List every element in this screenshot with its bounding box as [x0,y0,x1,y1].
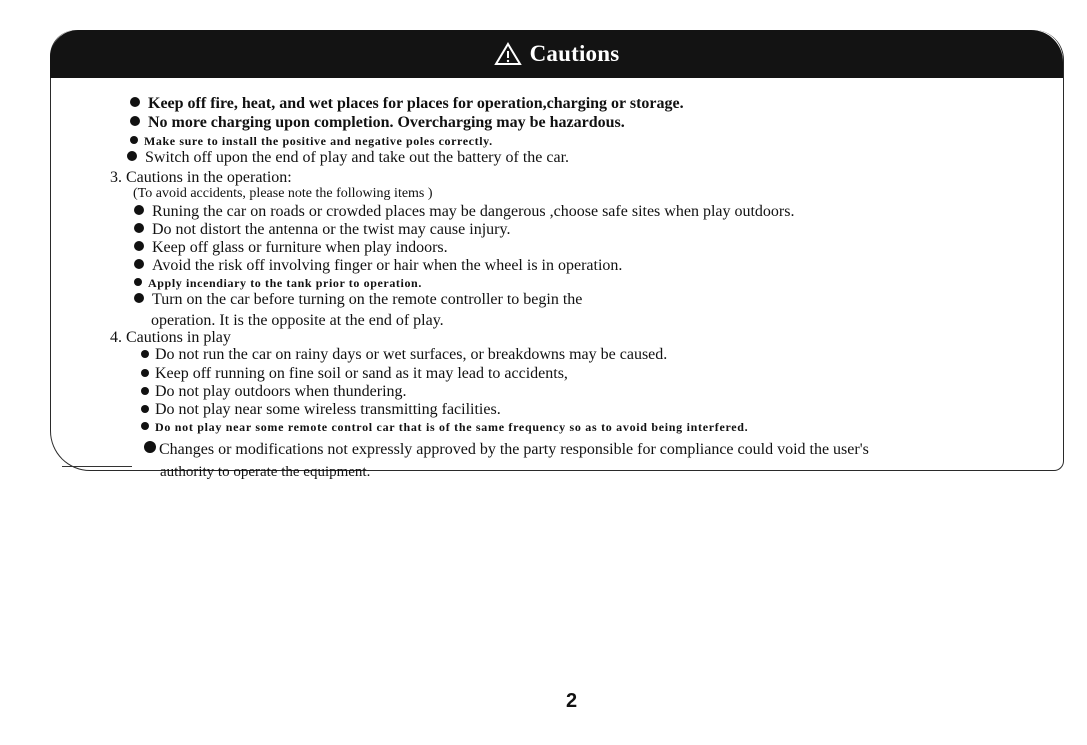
bullet-icon [127,151,137,161]
list-item: Apply incendiary to the tank prior to operation. [134,277,422,289]
list-item: No more charging upon completion. Overcharging may be hazardous. [130,115,625,131]
bullet-icon [141,405,149,413]
section-heading: 4. Cautions in play [110,329,231,346]
list-item: Do not play outdoors when thundering. [141,384,407,400]
bullet-icon [141,422,149,430]
cautions-header [50,30,1063,78]
list-item: Do not distort the antenna or the twist may cause injury. [134,222,510,238]
list-item: Avoid the risk off involving finger or hair when the wheel is in operation. [134,258,622,274]
section-heading: 3. Cautions in the operation: [110,169,292,186]
bullet-icon [141,387,149,395]
list-item: Do not run the car on rainy days or wet surfaces, or breakdowns may be caused. [141,347,667,363]
bullet-icon [141,350,149,358]
list-item: Turn on the car before turning on the remote controller to begin the [134,292,582,308]
section-note: (To avoid accidents, please note the following items ) [133,186,433,201]
fcc-statement: Changes or modifications not expressly approved by the party responsible for compliance could void the user's [144,441,869,458]
list-item: Make sure to install the positive and negative poles correctly. [130,135,493,147]
bullet-icon [130,136,138,144]
bullet-icon [144,441,156,453]
bullet-icon [134,241,144,251]
bullet-icon [141,369,149,377]
list-item: Keep off glass or furniture when play indoors. [134,240,448,256]
bullet-icon [134,293,144,303]
list-item: Do not play near some wireless transmitting facilities. [141,402,501,418]
list-item: Do not play near some remote control car that is of the same frequency so as to avoid being interfered. [141,421,748,433]
bullet-icon [134,259,144,269]
bullet-icon [134,205,144,215]
list-item: Runing the car on roads or crowded places may be dangerous ,choose safe sites when play outdoors. [134,204,794,220]
bullet-icon [130,97,140,107]
bullet-icon [134,278,142,286]
header-title: Cautions [529,41,620,66]
bullet-icon [134,223,144,233]
fcc-statement-continuation: authority to operate the equipment. [160,464,371,480]
list-item: Keep off fire, heat, and wet places for places for operation,charging or storage. [130,96,684,112]
list-item: Keep off running on fine soil or sand as it may lead to accidents, [141,366,568,382]
list-item-continuation: operation. It is the opposite at the end of play. [151,312,444,329]
list-item: Switch off upon the end of play and take out the battery of the car. [127,150,569,166]
divider [62,466,132,467]
bullet-icon [130,116,140,126]
page-number: 2 [566,690,578,712]
warning-triangle-icon [494,42,522,66]
